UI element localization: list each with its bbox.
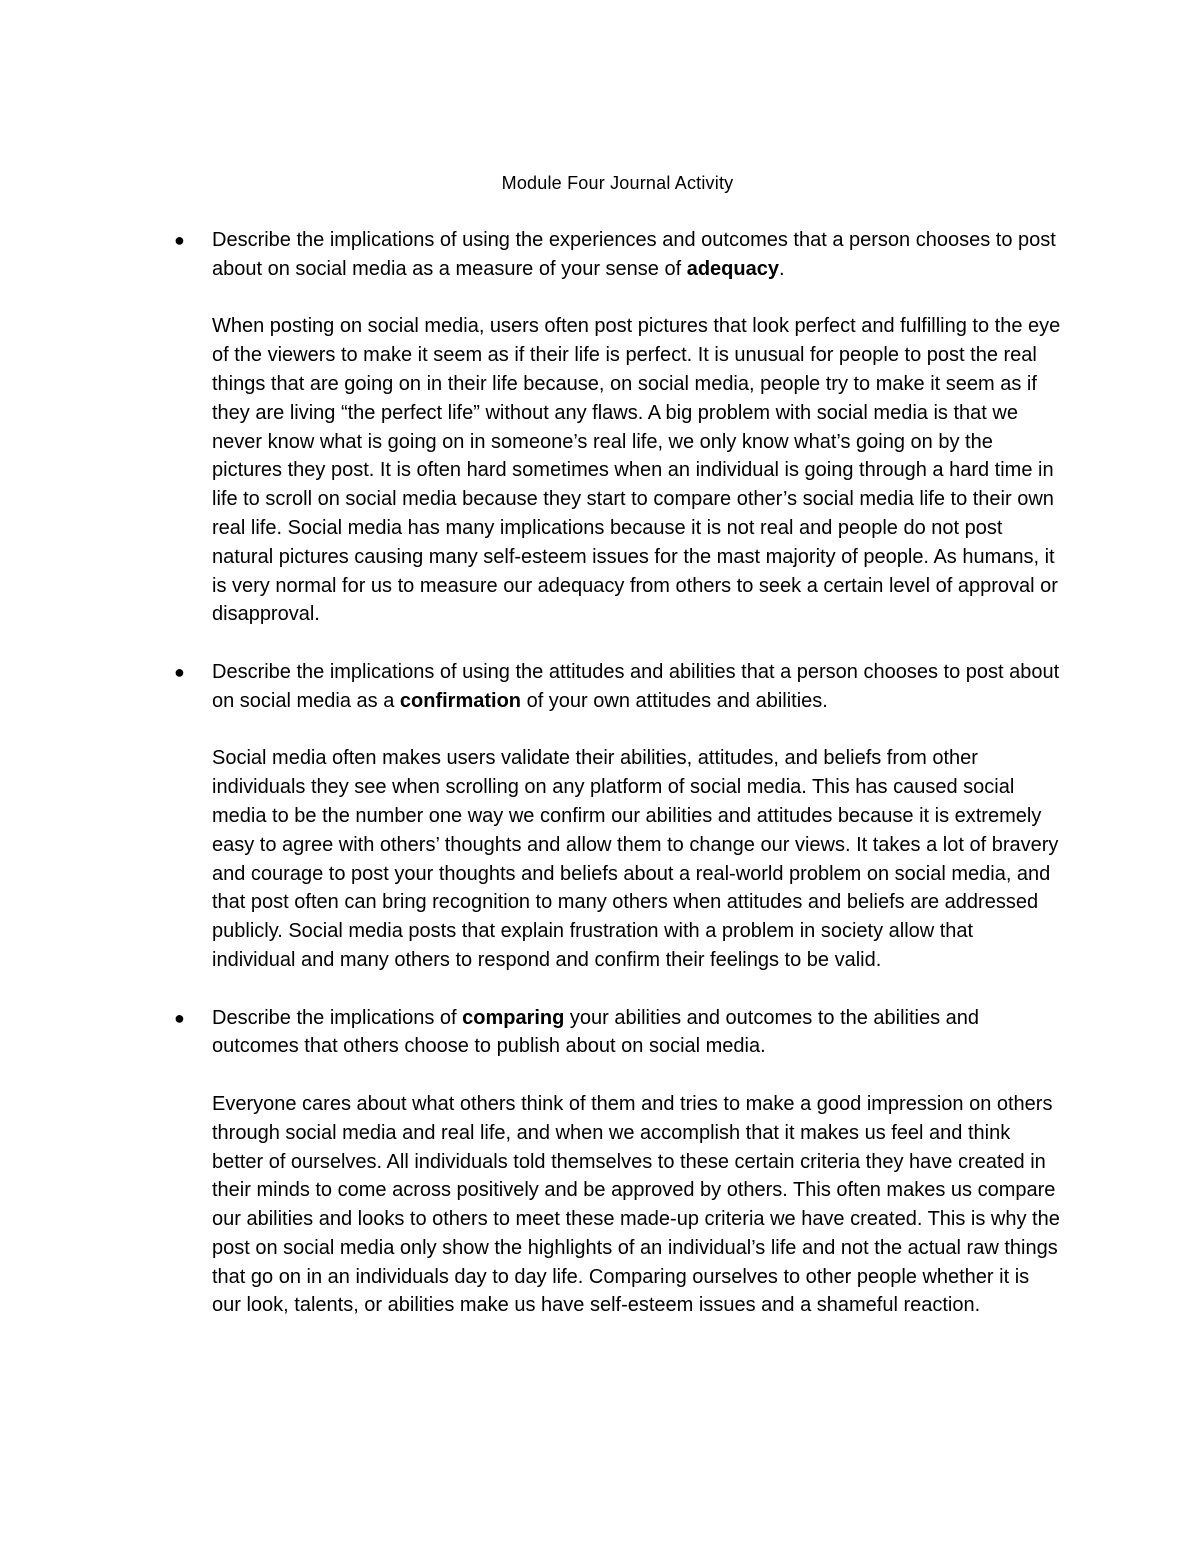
journal-item-adequacy (174, 226, 1062, 629)
journal-item-comparing (174, 1004, 1062, 1321)
question-text (212, 658, 1062, 716)
journal-item-confirmation (174, 658, 1062, 975)
question-text-part: of your own attitudes and abilities. (521, 689, 828, 712)
question-text-part: Describe the implications of using the experiences and outcomes that a person chooses to post about on social media as a measure of your sense of (212, 229, 1056, 280)
bullet-icon: ● (174, 661, 185, 682)
document-title: Module Four Journal Activity (501, 173, 734, 193)
answer-paragraph: When posting on social media, users often post pictures that look perfect and fulfilling to the eye of the viewers to make it seem as if their life is perfect. It is unusual for people to post the real things that are going on in their life because, on social media, people try to make it seem as if they are living “the perfect life” without any flaws. A big problem with social media is that we never know what is going on in someone’s real life, we only know what’s going on by the pictures they post. It is often hard sometimes when an individual is going through a hard time in life to scroll on social media because they start to compare other’s social media life to their own real life. Social media has many implications because it is not real and people do not post natural pictures causing many self-esteem issues for the mast majority of people. As humans, it is very normal for us to measure our adequacy from others to seek a certain level of approval or disapproval. (212, 315, 1061, 626)
answer-paragraph: Social media often makes users validate their abilities, attitudes, and beliefs from other individuals they see when scrolling on any platform of social media. This has caused social media to be the number one way we confirm our abilities and attitudes because it is extremely easy to agree with others’ thoughts and allow them to change our views. It takes a lot of bravery and courage to post your thoughts and beliefs about a real-world problem on social media, and that post often can bring recognition to many others when attitudes and beliefs are addressed publicly. Social media posts that explain frustration with a problem in society allow that individual and many others to respond and confirm their feelings to be valid. (212, 747, 1059, 971)
journal-content (174, 226, 1062, 1320)
question-text-part: Describe the implications of (212, 1006, 463, 1029)
bullet-icon: ● (174, 1007, 185, 1028)
question-keyword: comparing (462, 1006, 565, 1029)
question-text-part: your abilities and outcomes to the abilities and outcomes that others choose to publish about on social media. (212, 1006, 980, 1058)
question-keyword: confirmation (399, 689, 522, 712)
question-text (212, 1004, 1062, 1062)
question-text (212, 226, 1062, 284)
bullet-icon: ● (174, 230, 185, 250)
question-text-part: Describe the implications of using the attitudes and abilities that a person chooses to post about on social media as a (212, 660, 1060, 712)
answer-paragraph: Everyone cares about what others think of them and tries to make a good impression on others through social media and real life, and when we accomplish that it makes us feel and think better of ourselves. All individuals told themselves to these certain criteria they have created in their minds to come across positively and be approved by others. This often makes us compare our abilities and looks to others to meet these made-up criteria we have created. This is why the post on social media only show the highlights of an individual’s life and not the actual raw things that go on in an individuals day to day life. Comparing ourselves to other people whether it is our look, talents, or abilities make us have self-esteem issues and a shameful reaction. (212, 1092, 1060, 1317)
question-keyword: adequacy (686, 257, 779, 280)
question-text-part: . (778, 257, 785, 280)
